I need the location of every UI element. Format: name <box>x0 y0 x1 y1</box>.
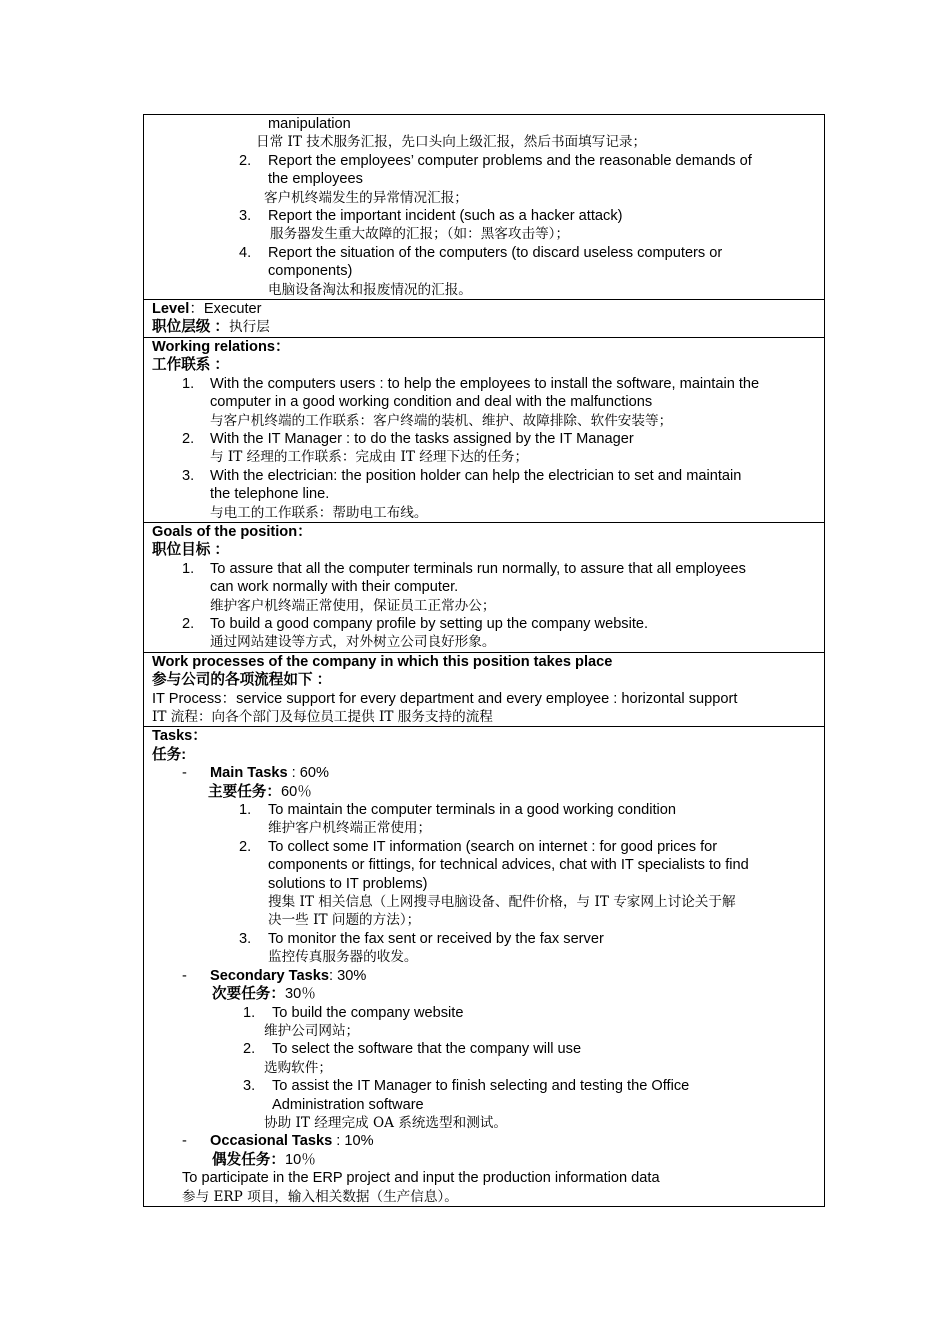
erp-task-cn: 参与 ERP 项目，输入相关数据（生产信息）。 <box>182 1188 458 1205</box>
item-text-cn: 客户机终端发生的异常情况汇报； <box>264 189 468 206</box>
item-text-en: To maintain the computer terminals in a good working condition <box>268 802 677 819</box>
item-number: 1. <box>239 802 252 819</box>
bullet-dash: - <box>182 765 187 782</box>
group-percent-cn: 10％ <box>284 1151 316 1168</box>
task-item <box>152 1040 816 1077</box>
work-processes-section <box>144 652 824 727</box>
reporting-item <box>144 152 816 207</box>
working-title-en: Working relations： <box>152 338 290 355</box>
group-name-en: Occasional Tasks <box>210 1133 333 1150</box>
item-text-en: To assist the IT Manager to finish selecting and testing the Office <box>272 1078 690 1095</box>
working-title-cn: 工作联系 ： <box>152 357 230 374</box>
item-text-en: Report the situation of the computers (to discard useless computers or <box>268 244 723 261</box>
processes-line-en: IT Process：service support for every department and every employee : horizontal support <box>152 690 738 707</box>
item-text-cn: 维护客户机终端正常使用，保证员工正常办公； <box>210 597 496 614</box>
item-text-en-cont: the telephone line. <box>210 486 330 503</box>
item-number: 2. <box>182 430 195 447</box>
reporting-section <box>144 115 824 299</box>
item-text-cn: 搜集 IT 相关信息（上网搜寻电脑设备、配件价格，与 IT 专家网上讨论关于解 <box>268 894 736 911</box>
item-text-cn: 与客户机终端的工作联系：客户终端的装机、维护、故障排除、软件安装等； <box>210 412 673 429</box>
group-percent-en: : 10% <box>332 1133 374 1150</box>
item-text-en: With the computers users : to help the employees to install the software, maintain the <box>210 375 760 392</box>
item-text-en-cont: computer in a good working condition and deal with the malfunctions <box>210 394 653 411</box>
item-text-en-cont: the employees <box>268 171 363 188</box>
reporting-item <box>144 207 816 244</box>
item-text-en: To select the software that the company will use <box>272 1041 582 1058</box>
level-label-en: Level <box>152 301 190 318</box>
item-text-cn: 维护客户机终端正常使用； <box>268 820 432 837</box>
level-section <box>144 299 824 337</box>
working-item <box>152 375 816 430</box>
item-number: 1. <box>182 560 195 577</box>
processes-title-cn: 参与公司的各项流程如下 ： <box>152 672 332 689</box>
level-label-cn: 职位层级 ： <box>152 319 230 336</box>
item-text-cn: 协助 IT 经理完成 OA 系统选型和测试。 <box>264 1114 507 1131</box>
item-text-en: To build the company website <box>272 1004 464 1021</box>
processes-title-en: Work processes of the company in which this position takes place <box>152 653 613 670</box>
group-name-cn: 次要任务： <box>212 986 285 1003</box>
bullet-dash: - <box>182 967 187 984</box>
item-text-en: Report the important incident (such as a hacker attack) <box>268 208 623 225</box>
task-item <box>152 1004 816 1041</box>
task-group-secondary <box>152 967 816 1133</box>
item-number: 2. <box>239 152 252 169</box>
goals-title-cn: 职位目标 ： <box>152 542 230 559</box>
level-value-cn: 执行层 <box>229 319 270 336</box>
goal-item <box>152 615 816 652</box>
item-number: 2. <box>239 838 252 855</box>
item-text-cn: 监控传真服务器的收发。 <box>268 949 418 966</box>
item-text-en: With the electrician: the position holder can help the electrician to set and maintain <box>210 467 742 484</box>
level-value-en: ：Executer <box>189 301 262 318</box>
bullet-dash: - <box>182 1133 187 1150</box>
task-item <box>152 1077 816 1132</box>
item-text-cn: 电脑设备淘汰和报废情况的汇报。 <box>268 281 472 298</box>
group-name-en: Secondary Tasks <box>210 967 329 984</box>
tasks-section <box>144 726 824 1206</box>
item-text-cn: 维护公司网站； <box>264 1022 360 1039</box>
reporting-intro-en: manipulation <box>268 116 351 132</box>
item-text-en: Report the employees’ computer problems and the reasonable demands of <box>268 152 752 169</box>
item-text-cn: 与电工的工作联系：帮助电工布线。 <box>210 504 428 521</box>
tasks-title-cn: 任务: <box>152 746 187 763</box>
task-item <box>152 930 816 967</box>
item-number: 3. <box>239 930 252 947</box>
item-text-en-cont: components or fittings, for technical advices, chat with IT specialists to find <box>268 857 749 874</box>
item-number: 2. <box>243 1041 256 1058</box>
erp-task-en: To participate in the ERP project and input the production information data <box>182 1170 660 1187</box>
group-percent-en: : 30% <box>328 967 367 984</box>
item-number: 4. <box>239 244 252 261</box>
tasks-title-en: Tasks： <box>152 728 207 745</box>
item-text-cn: 选购软件； <box>264 1059 332 1076</box>
item-text-cn: 通过网站建设等方式，对外树立公司良好形象。 <box>210 634 496 651</box>
group-percent-en: : 60% <box>287 765 329 782</box>
item-text-en: To assure that all the computer terminals run normally, to assure that all employees <box>210 560 746 577</box>
item-number: 3. <box>243 1078 256 1095</box>
item-text-en: To collect some IT information (search on internet : for good prices for <box>268 838 718 855</box>
task-item <box>152 801 816 838</box>
working-item <box>152 430 816 467</box>
item-text-en-cont: components) <box>268 263 353 280</box>
item-text-en: To monitor the fax sent or received by the fax server <box>268 930 604 947</box>
working-item <box>152 467 816 522</box>
item-text-cn: 服务器发生重大故障的汇报；（如：黑客攻击等）； <box>270 226 570 243</box>
group-name-cn: 偶发任务： <box>212 1151 285 1168</box>
goals-title-en: Goals of the position： <box>152 523 312 540</box>
item-text-en: With the IT Manager : to do the tasks assigned by the IT Manager <box>210 430 634 447</box>
item-text-en-cont: solutions to IT problems) <box>268 875 428 892</box>
item-number: 1. <box>243 1004 256 1021</box>
item-text-en: To build a good company profile by setting up the company website. <box>210 615 649 632</box>
item-number: 3. <box>182 467 195 484</box>
group-name-cn: 主要任务： <box>208 783 281 800</box>
group-name-en: Main Tasks <box>210 765 288 782</box>
processes-line-cn: IT 流程：向各个部门及每位员工提供 IT 服务支持的流程 <box>152 709 493 725</box>
goals-section <box>144 522 824 652</box>
reporting-intro-cn: 日常 IT 技术服务汇报，先口头向上级汇报，然后书面填写记录； <box>256 134 647 151</box>
working-relations-section <box>144 337 824 522</box>
item-number: 3. <box>239 208 252 225</box>
item-text-cn: 与 IT 经理的工作联系：完成由 IT 经理下达的任务； <box>210 449 529 466</box>
group-percent-cn: 60％ <box>280 783 312 800</box>
item-text-en-cont: Administration software <box>272 1096 424 1113</box>
task-item <box>152 838 816 930</box>
goal-item <box>152 560 816 615</box>
item-text-cn-cont: 决一些 IT 问题的方法）； <box>268 912 421 929</box>
group-percent-cn: 30％ <box>284 986 316 1003</box>
job-description-table <box>143 114 825 1207</box>
task-group-main <box>152 764 816 966</box>
task-group-occasional <box>152 1132 816 1169</box>
item-number: 1. <box>182 375 195 392</box>
item-number: 2. <box>182 615 195 632</box>
item-text-en-cont: can work normally with their computer. <box>210 579 459 596</box>
reporting-item <box>144 244 816 299</box>
